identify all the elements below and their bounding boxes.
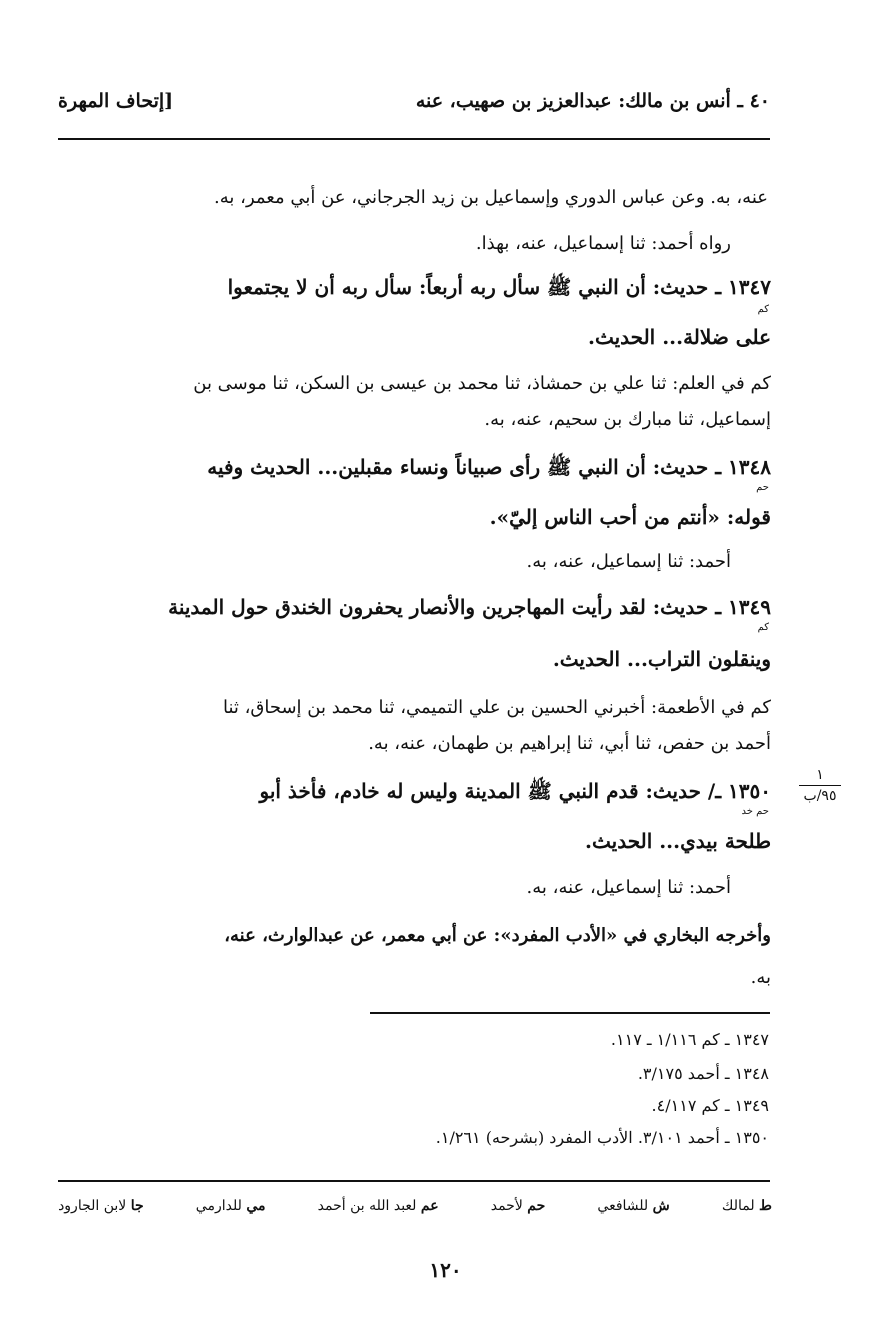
paragraph: إسماعيل، ثنا مبارك بن سحيم، عنه، به.: [484, 409, 771, 430]
folio-side: ٩٥/ب: [803, 788, 837, 804]
running-header: [58, 90, 770, 126]
hadith-1348-text: قوله: «أنتم من أحب الناس إليّ».: [489, 505, 771, 529]
paragraph: كم في العلم: ثنا علي بن حمشاذ، ثنا محمد بن عيسى بن السكن، ثنا موسى بن: [193, 373, 771, 394]
folio-number: ١: [816, 767, 824, 783]
legend-item: مي للدارمي: [195, 1198, 266, 1214]
paragraph: رواه أحمد: ثنا إسماعيل، عنه، بهذا.: [475, 233, 731, 254]
hadith-1350-sigla: حم خد: [741, 806, 769, 817]
book-title: [إتحاف المهرة: [58, 90, 174, 112]
header-rule: [58, 138, 770, 140]
hadith-1350-text: طلحة بيدي... الحديث.: [585, 829, 771, 853]
footnote: ١٣٤٩ ـ كم ٤/١١٧.: [651, 1096, 769, 1115]
paragraph: وأخرجه البخاري في «الأدب المفرد»: عن أبي معمر، عن عبدالوارث، عنه،: [224, 925, 771, 946]
paragraph: به.: [750, 967, 771, 988]
abbreviation-legend: [58, 1198, 772, 1228]
footnote-rule: [370, 1012, 770, 1014]
legend-item: ش للشافعي: [597, 1198, 670, 1214]
hadith-1350-heading: ١٣٥٠ ـ/ حديث: قدم النبي ﷺ المدينة وليس له خادم، فأخذ أبو: [259, 779, 771, 803]
folio-divider: [799, 785, 841, 786]
paragraph: كم في الأطعمة: أخبرني الحسين بن علي التميمي، ثنا محمد بن إسحاق، ثنا: [222, 697, 771, 718]
hadith-1349-text: وينقلون التراب... الحديث.: [552, 647, 771, 671]
legend-item: ط لمالك: [721, 1198, 772, 1214]
legend-item: حم لأحمد: [490, 1198, 546, 1214]
chapter-title: ٤٠ ـ أنس بن مالك: عبدالعزيز بن صهيب، عنه: [415, 90, 770, 112]
paragraph: أحمد: ثنا إسماعيل، عنه، به.: [526, 551, 731, 572]
manuscript-folio-note: [795, 767, 845, 804]
hadith-1349-sigla: كم: [757, 622, 769, 633]
hadith-1347-heading: ١٣٤٧ ـ حديث: أن النبي ﷺ سأل ربه أربعاً: سأل ربه أن لا يجتمعوا: [227, 275, 771, 299]
paragraph: أحمد: ثنا إسماعيل، عنه، به.: [526, 877, 731, 898]
paragraph: أحمد بن حفص، ثنا أبي، ثنا إبراهيم بن طهمان، عنه، به.: [368, 733, 771, 754]
hadith-1348-sigla: حم: [756, 482, 769, 493]
hadith-1347-sigla: كم: [757, 304, 769, 315]
legend-rule: [58, 1180, 770, 1182]
hadith-1348-heading: ١٣٤٨ ـ حديث: أن النبي ﷺ رأى صبياناً ونساء مقبلين... الحديث وفيه: [207, 455, 771, 479]
page-number: ١٢٠: [429, 1258, 462, 1282]
paragraph: عنه، به. وعن عباس الدوري وإسماعيل بن زيد الجرجاني، عن أبي معمر، به.: [214, 187, 768, 208]
footnote: ١٣٤٨ ـ أحمد ٣/١٧٥.: [637, 1064, 769, 1083]
hadith-1349-heading: ١٣٤٩ ـ حديث: لقد رأيت المهاجرين والأنصار يحفرون الخندق حول المدينة: [168, 595, 771, 619]
footnote: ١٣٤٧ ـ كم ١/١١٦ ـ ١١٧.: [610, 1030, 769, 1049]
hadith-1347-text: على ضلالة... الحديث.: [588, 325, 771, 349]
legend-item: جا لابن الجارود: [58, 1198, 144, 1214]
footnote: ١٣٥٠ ـ أحمد ٣/١٠١. الأدب المفرد (بشرحه) ١/٢٦١.: [435, 1128, 769, 1147]
legend-item: عم لعبد الله بن أحمد: [317, 1198, 439, 1214]
